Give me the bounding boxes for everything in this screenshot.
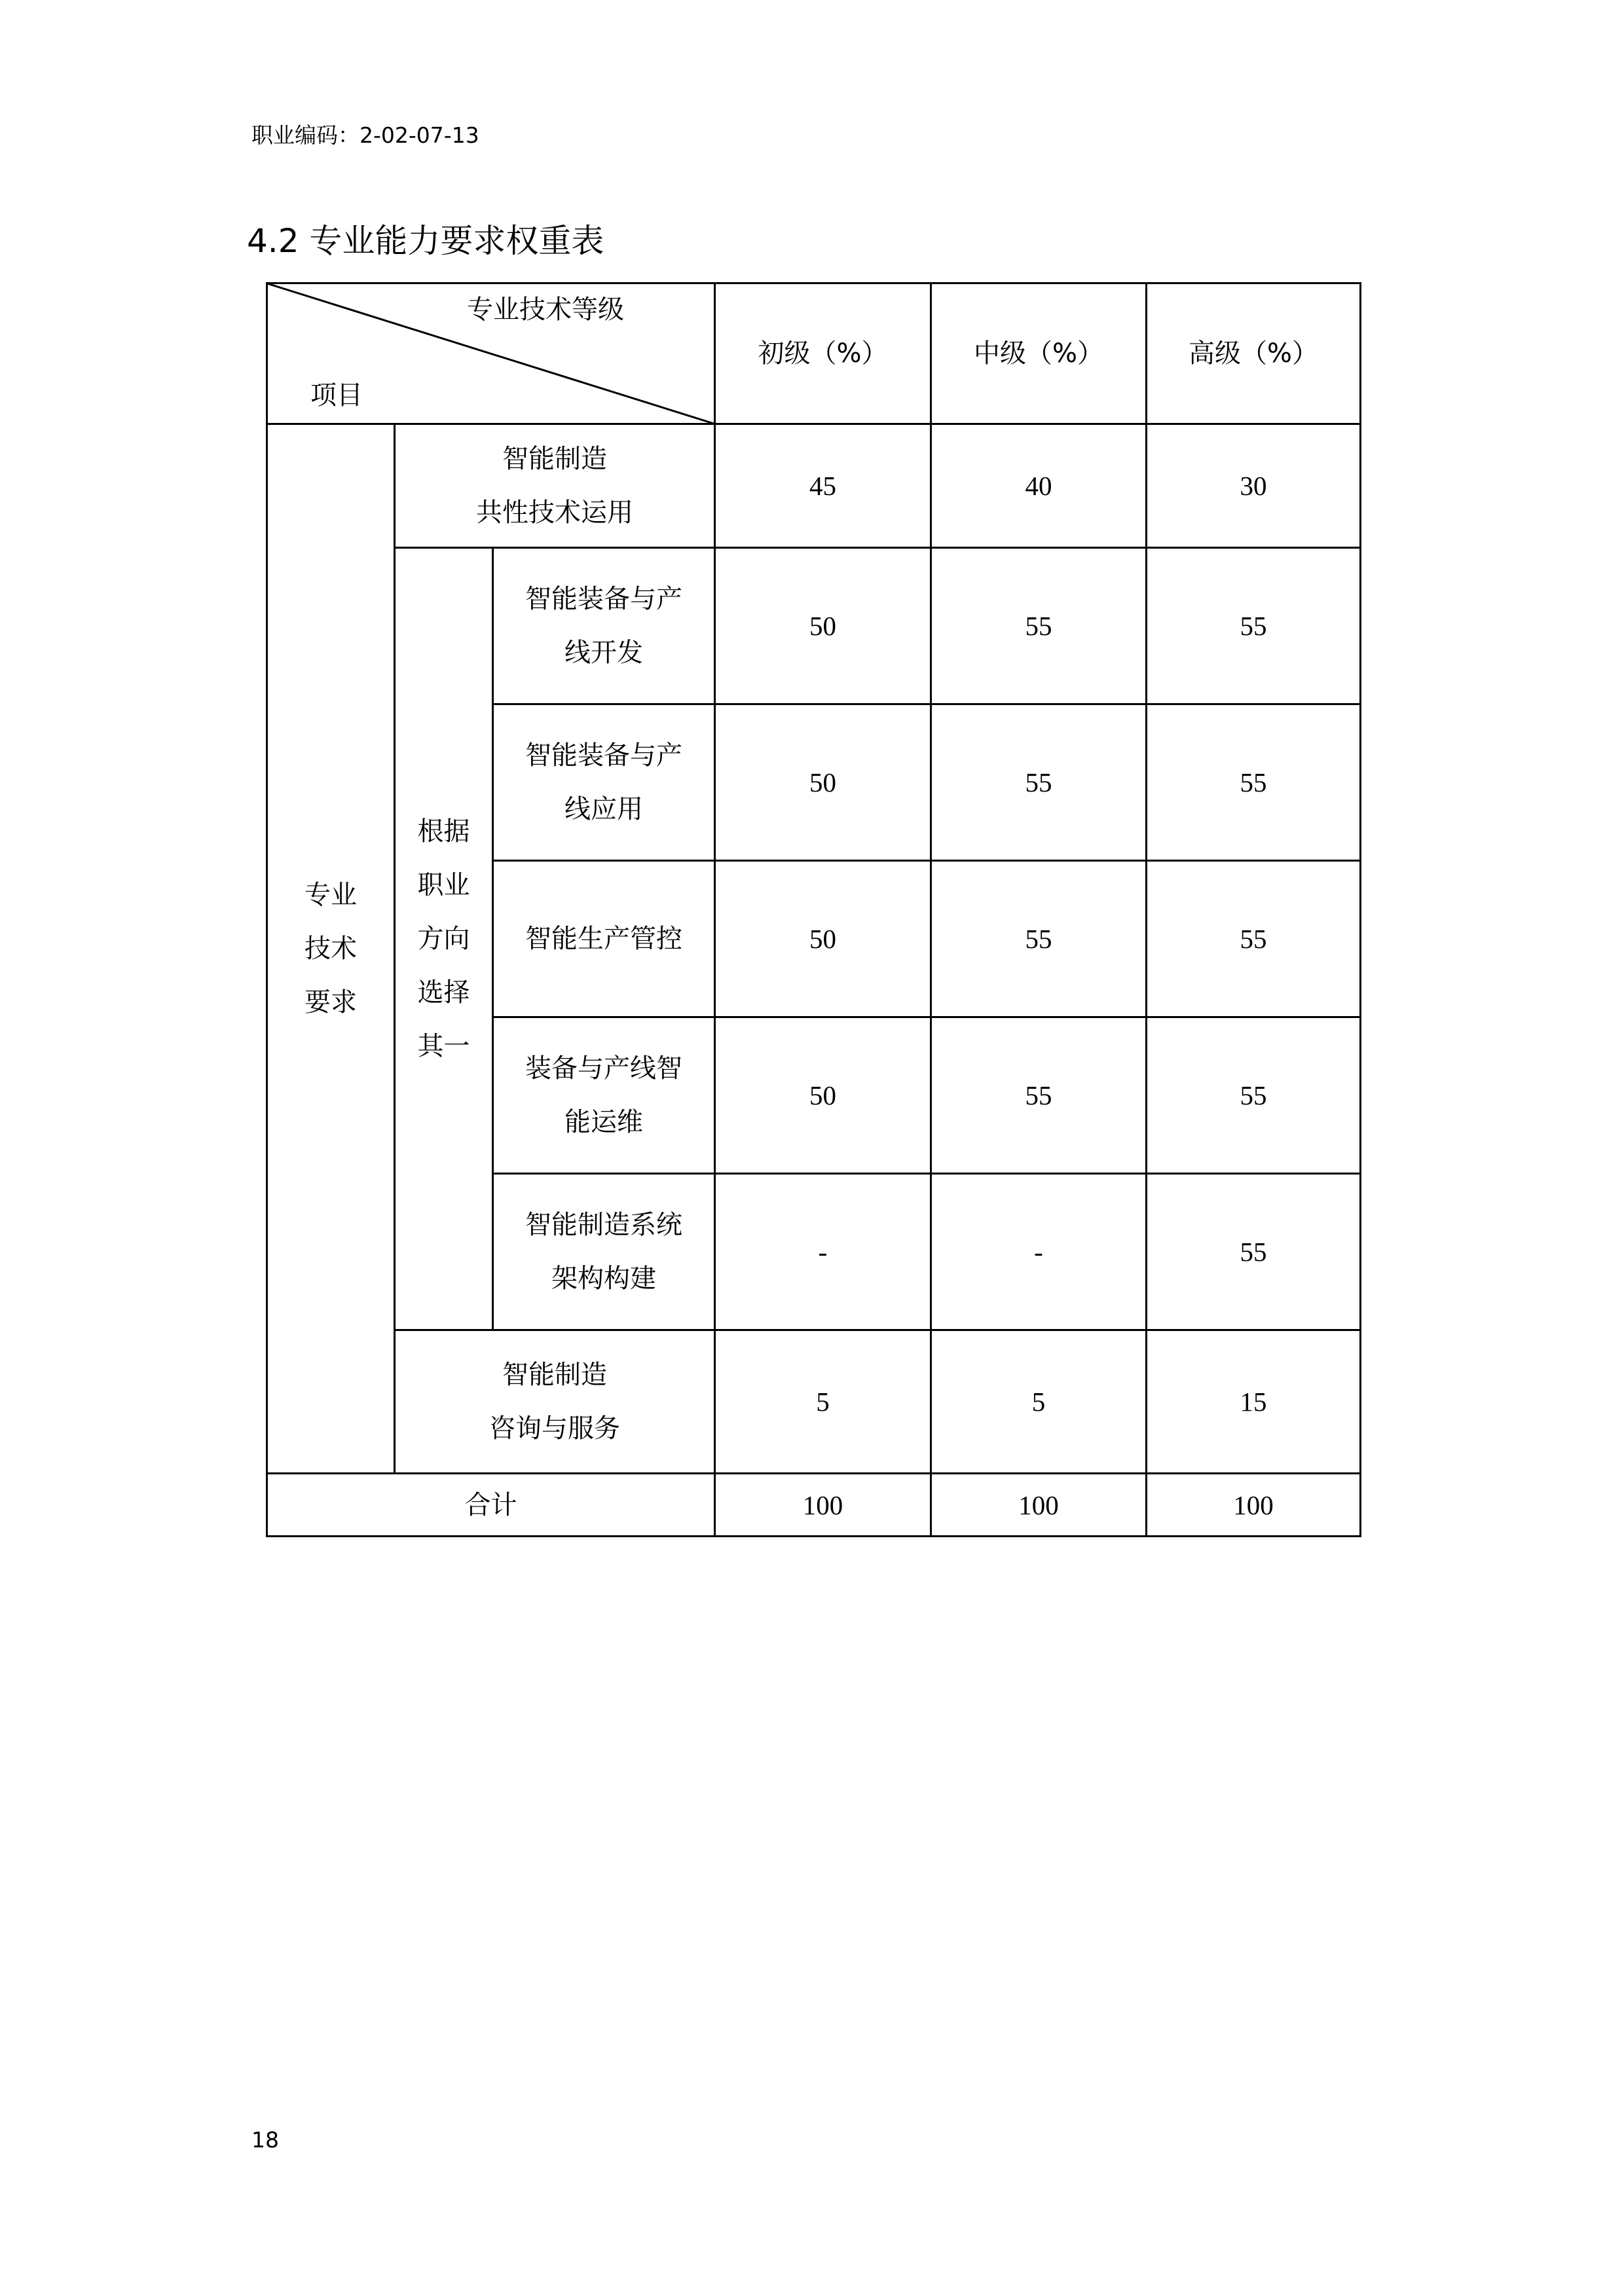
value-cell: 50 [809,767,836,797]
value-cell: - [1034,1237,1043,1267]
subgroup-label [396,549,492,1329]
row-label [494,705,714,860]
row-label-line: 智能制造系统 [525,1210,682,1240]
row-label-line: 共性技术运用 [476,498,633,528]
value-cell: 5 [1031,1387,1046,1417]
group-label-line: 要求 [304,987,357,1017]
row-label-line: 线应用 [564,794,643,824]
row-label [396,1331,714,1472]
row-label-line: 装备与产线智 [525,1053,682,1084]
value-cell: 55 [1240,611,1267,641]
group-label-line: 专业 [304,880,357,910]
value-cell: 55 [1240,1237,1267,1267]
row-label-line: 智能生产管控 [525,924,682,954]
value-cell: 15 [1240,1387,1267,1417]
value-cell: 55 [1025,924,1052,954]
row-label-line: 架构构建 [551,1264,656,1294]
value-cell: 55 [1025,767,1052,797]
row-label-line: 智能制造 [502,444,607,474]
table-border-bottom [266,1535,1361,1537]
row-label-line: 线开发 [564,638,643,668]
row-label [494,862,714,1016]
value-cell: 55 [1240,924,1267,954]
row-label [494,1018,714,1173]
subgroup-label-line: 职业 [417,870,470,900]
row-label-line: 能运维 [564,1107,643,1137]
row-label [494,549,714,703]
value-cell: 55 [1240,1080,1267,1110]
row-label-line: 智能制造 [502,1360,607,1390]
value-cell: 55 [1025,1080,1052,1110]
row-label-line: 咨询与服务 [489,1413,620,1444]
total-value: 100 [1018,1489,1059,1520]
group-label-line: 技术 [304,934,357,964]
value-cell: - [818,1237,828,1267]
section-title: 4.2 专业能力要求权重表 [247,222,604,260]
subgroup-label-line: 其一 [417,1031,470,1061]
header-level-intermediate: 中级（%） [973,338,1103,369]
value-cell: 30 [1240,471,1267,501]
table-border-right [1359,282,1361,1537]
header-level-label: 专业技术等级 [467,295,624,325]
value-cell: 50 [809,1080,836,1110]
total-value: 100 [1233,1489,1274,1520]
group-label [268,425,394,1472]
value-cell: 55 [1025,611,1052,641]
page-number: 18 [251,2127,279,2153]
row-label [494,1175,714,1329]
row-label [396,425,714,547]
row-label-line: 智能装备与产 [525,740,682,771]
value-cell: 50 [809,924,836,954]
header-level-junior: 初级（%） [758,338,888,369]
header-item-label: 项目 [310,380,363,410]
subgroup-label-line: 根据 [417,816,470,847]
value-cell: 55 [1240,767,1267,797]
occupation-code: 职业编码：2-02-07-13 [251,122,479,148]
value-cell: 50 [809,611,836,641]
row-label-line: 智能装备与产 [525,584,682,614]
subgroup-label-line: 方向 [417,924,470,954]
value-cell: 45 [809,471,836,501]
weight-table [266,282,1361,1537]
header-level-senior: 高级（%） [1188,338,1318,369]
total-value: 100 [802,1489,843,1520]
value-cell: 40 [1025,471,1052,501]
total-label: 合计 [464,1489,517,1520]
value-cell: 5 [816,1387,830,1417]
subgroup-label-line: 选择 [417,977,470,1008]
